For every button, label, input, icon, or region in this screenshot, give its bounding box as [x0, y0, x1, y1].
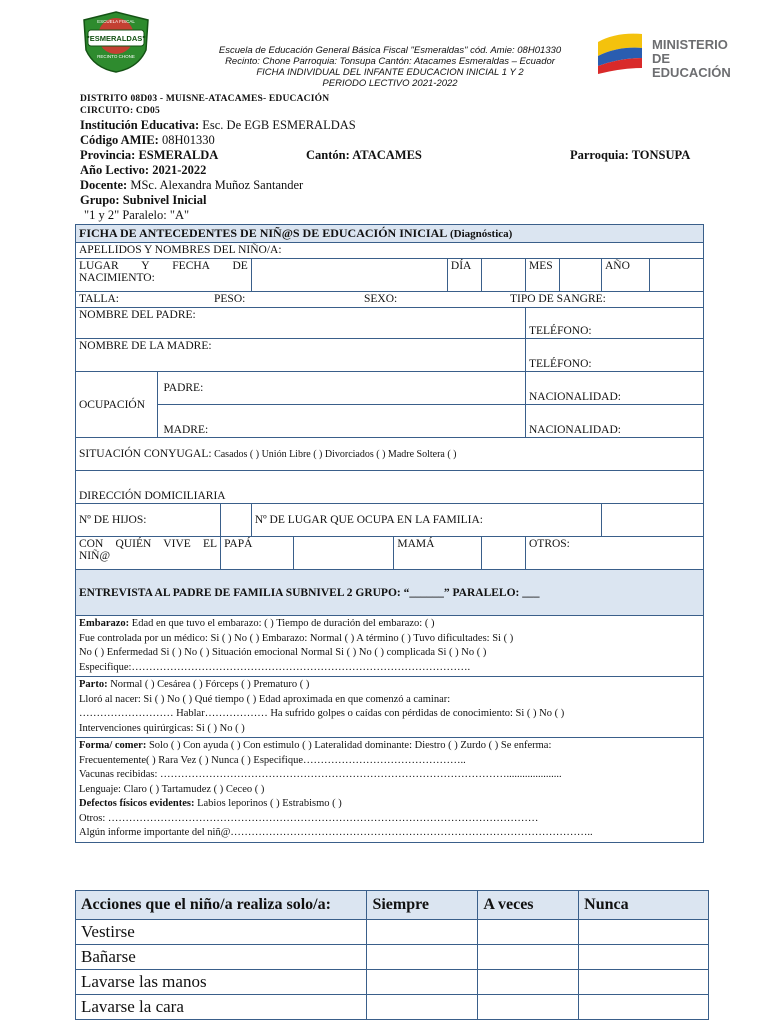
nacionalidad-padre-field[interactable]: NACIONALIDAD:	[525, 372, 703, 405]
accion-label: Lavarse las manos	[76, 970, 367, 995]
acciones-table	[75, 890, 709, 1020]
anio-field[interactable]	[649, 259, 703, 292]
distrito: DISTRITO 08D03 - MUISNE-ATACAMES- EDUCACIÓN	[80, 94, 330, 104]
sexo-label: SEXO:	[364, 293, 398, 305]
header-line-3: FICHA INDIVIDUAL DEL INFANTE EDUCACION INICIAL 1 Y 2	[256, 67, 524, 78]
ministry-line-1: MINISTERIO	[652, 37, 728, 52]
header-line-1: Escuela de Educación General Básica Fiscal "Esmeraldas" cód. Amie: 08H01330	[218, 45, 562, 56]
table-row	[76, 995, 709, 1020]
con-quien-label: CON QUIÉN VIVE EL NIÑ@	[76, 537, 221, 570]
ministry-line-2: DE EDUCACIÓN	[652, 51, 731, 80]
mama-label: MAMÁ	[394, 537, 482, 570]
papa-label: PAPÁ	[221, 537, 294, 570]
form-title: FICHA DE ANTECEDENTES DE NIÑ@S DE EDUCACIÓN INICIAL (Diagnóstica)	[76, 225, 704, 243]
siempre-cell[interactable]	[367, 945, 478, 970]
svg-text:RECINTO CHONE: RECINTO CHONE	[97, 54, 135, 59]
siempre-cell[interactable]	[367, 970, 478, 995]
header-line-2: Recinto: Chone Parroquia: Tonsupa Cantón: Atacames Esmeraldas – Ecuador	[225, 56, 555, 67]
parto-section[interactable]: Parto: Normal ( ) Cesárea ( ) Fórceps ( ) Prematuro ( ) Lloró al nacer: Si ( ) No ( ) Qué tiempo ( ) Edad aproximada en que comenzó a caminar: ……………………… Hablar……………… Ha sufrido golpes o caídas con pérdidas de conocimiento: Si ( ) No ( ) Intervenciones quirúrgicas: Si ( ) No ( )	[76, 677, 704, 738]
mes-field[interactable]	[560, 259, 602, 292]
grupo: Grupo: Subnivel Inicial	[80, 193, 207, 207]
acciones-header: Acciones que el niño/a realiza solo/a:	[76, 891, 367, 920]
circuito: CIRCUITO: CD05	[80, 106, 160, 116]
accion-label: Lavarse la cara	[76, 995, 367, 1020]
siempre-cell[interactable]	[367, 920, 478, 945]
a-veces-cell[interactable]	[478, 945, 579, 970]
table-row	[76, 920, 709, 945]
a-veces-cell[interactable]	[478, 970, 579, 995]
peso-label: PESO:	[214, 293, 246, 305]
otros-field[interactable]: OTROS:	[525, 537, 703, 570]
forma-comer-section[interactable]: Forma/ comer: Solo ( ) Con ayuda ( ) Con estimulo ( ) Lateralidad dominante: Diestro ( ) Zurdo ( ) Se enferma: Frecuentemente( ) Rara Vez ( ) Nunca ( ) Especifique……………………………………….. Vacunas recibidas: ………………………………………………………………………………………..................... Lenguaje: Claro ( ) Tartamudez ( ) Ceceo ( ) Defectos físicos evidentes: Labios leporinos ( ) Estrabismo ( ) Otros: …………………………………………………………………………………………………………… Algún informe importante del niñ@…………………………………………………………………………………………..	[76, 738, 704, 843]
lugar-fecha-field[interactable]	[251, 259, 447, 292]
medidas-row[interactable]	[76, 292, 704, 308]
a-veces-header: A veces	[478, 891, 579, 920]
dia-field[interactable]	[482, 259, 526, 292]
entrevista-header: ENTREVISTA AL PADRE DE FAMILIA SUBNIVEL 2 GRUPO: “______” PARALELO: ___	[76, 570, 704, 616]
nombre-madre-field[interactable]: NOMBRE DE LA MADRE:	[76, 339, 526, 372]
location-row: Provincia: ESMERALDA Cantón: ATACAMES Parroquia: TONSUPA	[80, 148, 691, 162]
accion-label: Bañarse	[76, 945, 367, 970]
table-row	[76, 970, 709, 995]
telefono-madre-field[interactable]: TELÉFONO:	[525, 339, 703, 372]
dia-label: DÍA	[447, 259, 481, 292]
n-lugar-field[interactable]	[601, 504, 703, 537]
a-veces-cell[interactable]	[478, 995, 579, 1020]
telefono-padre-field[interactable]: TELÉFONO:	[525, 308, 703, 339]
siempre-cell[interactable]	[367, 995, 478, 1020]
direccion-field[interactable]: DIRECCIÓN DOMICILIARIA	[76, 471, 704, 504]
n-hijos-field[interactable]	[221, 504, 252, 537]
lugar-fecha-label: LUGAR Y FECHA DE NACIMIENTO:	[76, 259, 252, 292]
svg-text:ESCUELA FISCAL: ESCUELA FISCAL	[97, 19, 135, 24]
talla-label: TALLA:	[79, 293, 119, 305]
a-veces-cell[interactable]	[478, 920, 579, 945]
ocupacion-label: OCUPACIÓN	[76, 372, 158, 438]
embarazo-section[interactable]: Embarazo: Edad en que tuvo el embarazo: ( ) Tiempo de duración del embarazo: ( ) Fue controlada por un médico: Si ( ) No ( ) Embarazo: Normal ( ) A término ( ) Tuvo dificultades: Si ( ) No ( ) Enfermedad Si ( ) No ( ) Situación emocional Normal Si ( ) No ( ) complicada Si ( ) No ( ) Especifique:…………………………………………………………………………………….	[76, 616, 704, 677]
mama-field[interactable]	[482, 537, 526, 570]
nacionalidad-madre-field[interactable]: NACIONALIDAD:	[525, 405, 703, 438]
ocupacion-padre-field[interactable]: PADRE:	[158, 372, 526, 405]
institucion: Institución Educativa: Esc. De EGB ESMERALDAS	[80, 118, 356, 132]
docente: Docente: MSc. Alexandra Muñoz Santander	[80, 178, 304, 192]
nunca-cell[interactable]	[579, 970, 709, 995]
apellidos-field[interactable]: APELLIDOS Y NOMBRES DEL NIÑO/A:	[76, 243, 704, 259]
n-hijos-label: Nº DE HIJOS:	[76, 504, 221, 537]
anio-label: AÑO	[601, 259, 649, 292]
nombre-padre-field[interactable]: NOMBRE DEL PADRE:	[76, 308, 526, 339]
amie: Código AMIE: 08H01330	[80, 133, 215, 147]
nunca-header: Nunca	[579, 891, 709, 920]
accion-label: Vestirse	[76, 920, 367, 945]
ocupacion-madre-field[interactable]: MADRE:	[158, 405, 526, 438]
header-line-4: PERIODO LECTIVO 2021-2022	[322, 78, 458, 89]
nunca-cell[interactable]	[579, 920, 709, 945]
siempre-header: Siempre	[367, 891, 478, 920]
tipo-sangre-label: TIPO DE SANGRE:	[510, 293, 606, 305]
n-lugar-label: Nº DE LUGAR QUE OCUPA EN LA FAMILIA:	[251, 504, 601, 537]
antecedentes-form	[75, 224, 704, 843]
school-logo	[78, 10, 154, 74]
mes-label: MES	[525, 259, 559, 292]
svg-text:"ESMERALDAS": "ESMERALDAS"	[86, 34, 146, 43]
nunca-cell[interactable]	[579, 945, 709, 970]
ministry-logo	[596, 28, 746, 80]
papa-field[interactable]	[293, 537, 394, 570]
nunca-cell[interactable]	[579, 995, 709, 1020]
paralelo: "1 y 2" Paralelo: "A"	[84, 208, 190, 222]
table-row	[76, 945, 709, 970]
situacion-conyugal-row[interactable]: SITUACIÓN CONYUGAL: Casados ( ) Unión Libre ( ) Divorciados ( ) Madre Soltera ( )	[76, 438, 704, 471]
anio-lectivo: Año Lectivo: 2021-2022	[80, 163, 207, 177]
